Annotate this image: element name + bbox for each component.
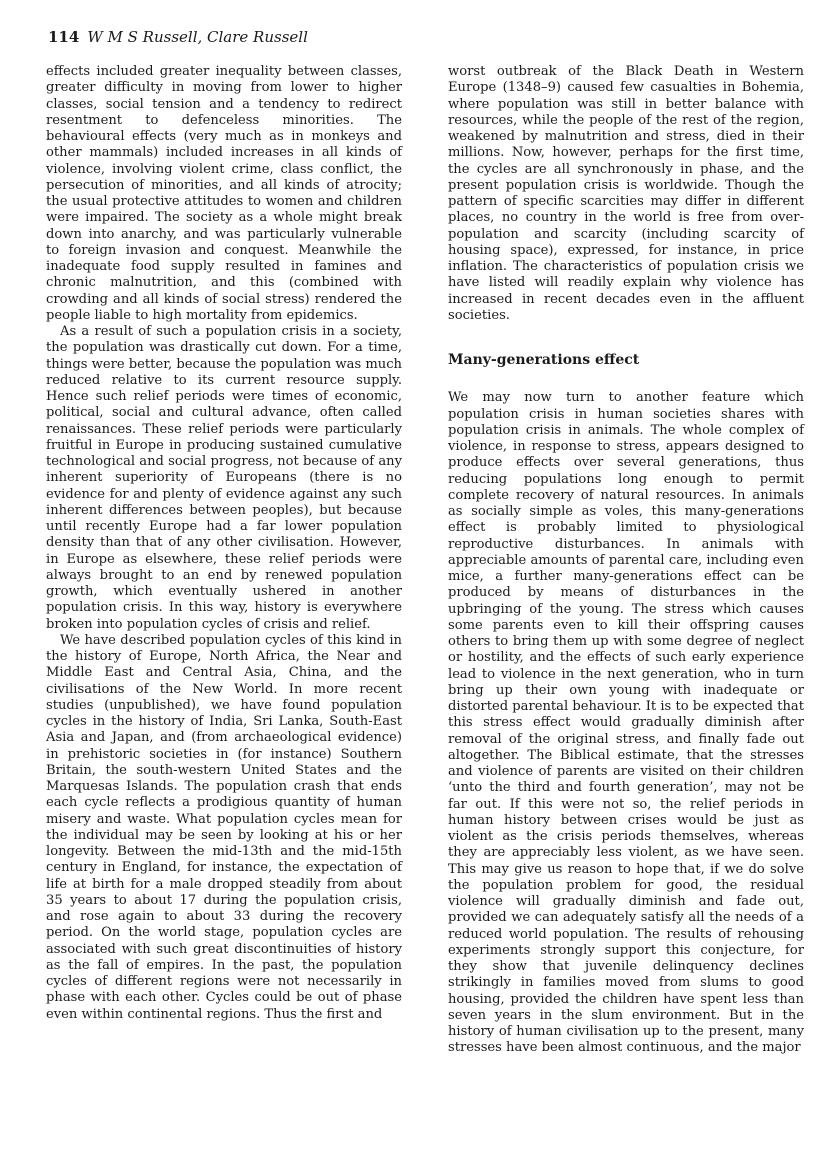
running-header — [48, 28, 308, 46]
body-paragraph: We have described population cycles of this kind in the history of Europe, North Africa, the Near and Middle East and Central Asia, China, and the civilisations of the New World. In more recent studies (unpublished), we have found population cycles in the history of India, Sri Lanka, South-East Asia and Japan, and (from archaeological evidence) in prehistoric societies in (for instance) Southern Britain, the south-western United States and the Marquesas Islands. The population crash that ends each cycle reflects a prodigious quantity of human misery and waste. What population cycles mean for the individual may be seen by looking at his or her longevity. Between the mid-13th and the mid-15th century in England, for instance, the expectation of life at birth for a male dropped steadily from about 35 years to about 17 during the population crisis, and rose again to about 33 during the recovery period. On the world stage, population cycles are associated with such great discontinuities of history as the fall of empires. In the past, the population cycles of different regions were not necessarily in phase with each other. Cycles could be out of phase even within continental regions. Thus the first and — [46, 632, 402, 1022]
right-column — [448, 64, 804, 1057]
page-number: 114 — [48, 28, 80, 46]
author-names: W M S Russell, Clare Russell — [87, 28, 308, 46]
body-paragraph: We may now turn to another feature which population crisis in human societies shares with population crisis in animals. The whole complex of violence, in response to stress, appears designed to produce effects over several generations, thus reducing populations long enough to permit complete recovery of natural resources. In animals as socially simple as voles, this many-generations effect is probably limited to physiological reproductive disturbances. In animals with appreciable amounts of parental care, including even mice, a further many-generations effect can be produced by means of disturbances in the upbringing of the young. The stress which causes some parents even to kill their offspring causes others to bring them up with some degree of neglect or hostility, and the effects of such early experience lead to violence in the next generation, who in turn bring up their own young with inadequate or distorted parental behaviour. It is to be expected that this stress effect would gradually diminish after removal of the original stress, and finally fade out altogether. The Biblical estimate, that the stresses and violence of parents are visited on their children ‘unto the third and fourth generation’, may not be far out. If this were not so, the relief periods in human history between crises would be just as violent as the crisis periods themselves, whereas they are appreciably less violent, as we have seen. This may give us reason to hope that, if we do solve the population problem for good, the residual violence will gradually diminish and fade out, provided we can adequately satisfy all the needs of a reduced world population. The results of rehousing experiments strongly support this conjecture, for they show that juvenile delinquency declines strikingly in families moved from slums to good housing, provided the children have spent less than seven years in the slum environment. But in the history of human civilisation up to the present, many stresses have been almost continuous, and the major — [448, 390, 804, 1056]
left-column — [46, 64, 402, 1023]
body-paragraph: effects included greater inequality between classes, greater difficulty in moving from lower to higher classes, social tension and a tendency to redirect resentment to defenceless minorities. The behavioural effects (very much as in monkeys and other mammals) included increases in all kinds of violence, involving violent crime, class conflict, the persecution of minorities, and all kinds of atrocity; the usual protective attitudes to women and children were impaired. The society as a whole might break down into anarchy, and was particularly vulnerable to foreign invasion and conquest. Meanwhile the inadequate food supply resulted in famines and chronic malnutrition, and this (combined with crowding and all kinds of social stress) rendered the people liable to high mortality from epidemics. — [46, 64, 402, 323]
body-paragraph: worst outbreak of the Black Death in Western Europe (1348–9) caused few casualties in Bohemia, where population was still in better balance with resources, while the people of the rest of the region, weakened by malnutrition and stress, died in their millions. Now, however, perhaps for the first time, the cycles are all synchronously in phase, and the present population crisis is worldwide. Though the pattern of specific scarcities may differ in different places, no country in the world is free from over-population and scarcity (including scarcity of housing space), expressed, for instance, in price inflation. The characteristics of population crisis we have listed will readily explain why violence has increased in recent decades even in the affluent societies. — [448, 64, 804, 323]
section-heading: Many-generations effect — [448, 352, 640, 368]
body-paragraph: As a result of such a population crisis in a society, the population was drastically cut down. For a time, things were better, because the population was much reduced relative to its current resource supply. Hence such relief periods were times of economic, political, social and cultural advance, often called renaissances. These relief periods were particularly fruitful in Europe in producing sustained cumulative technological and social progress, not because of any inherent superiority of Europeans (there is no evidence for and plenty of evidence against any such inherent differences between peoples), but because until recently Europe had a far lower population density than that of any other civilisation. However, in Europe as elsewhere, these relief periods were always brought to an end by renewed population growth, which eventually ushered in another population crisis. In this way, history is everywhere broken into population cycles of crisis and relief. — [46, 324, 402, 632]
